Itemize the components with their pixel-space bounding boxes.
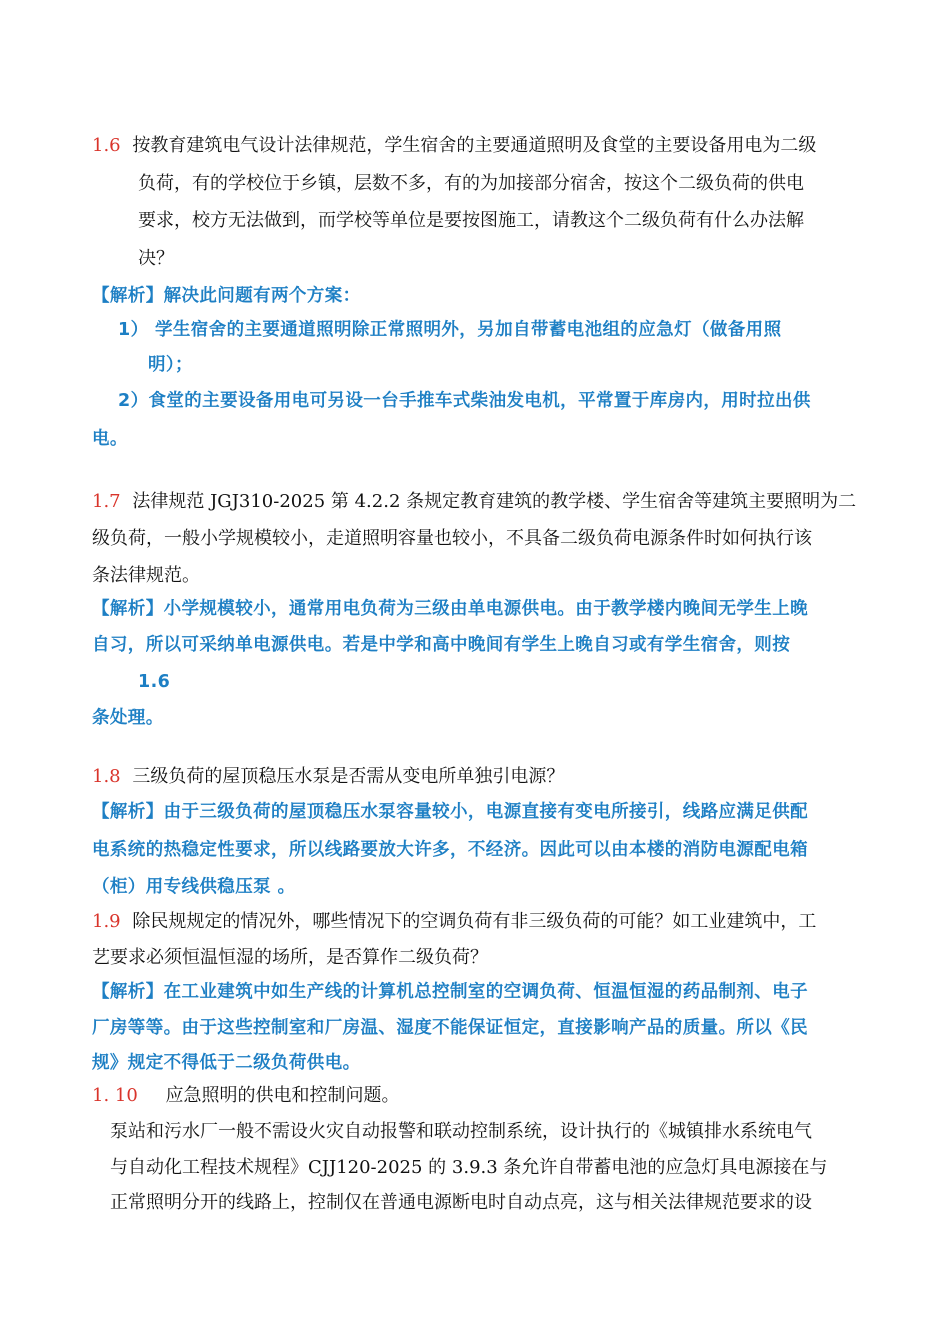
answer-label: 【解析】 [92,802,164,822]
answer-label: 【解析】 [92,599,164,619]
question-number: 1. 10 [92,1085,138,1106]
answer-label: 【解析】 [92,286,164,306]
question-1-10-line-3: 正常照明分开的线路上，控制仅在普通电源断电时自动点亮，这与相关法律规范要求的设 [110,1192,812,1213]
question-1-10-title [92,1084,400,1108]
question-text: 三级负荷的屋顶稳压水泵是否需从变电所单独引电源？ [132,766,565,787]
answer-1-9-line-1 [92,980,808,1004]
answer-1-7-line-1 [92,597,808,621]
question-number: 1.7 [92,491,121,512]
answer-text: 小学规模较小，通常用电负荷为三级由单电源供电。由于教学楼内晚间无学生上晚 [163,599,809,619]
answer-1-7-line-3: 1.6 [138,672,171,692]
question-number: 1.8 [92,766,121,787]
question-1-7-line-3: 条法律规范。 [92,565,200,586]
answer-1-7-line-2: 自习，所以可采纳单电源供电。若是中学和高中晚间有学生上晚自习或有学生宿舍，则按 [92,635,791,655]
answer-1-6-line-1 [92,284,361,308]
answer-1-6-line-2: 1） 学生宿舍的主要通道照明除正常照明外，另加自带蓄电池组的应急灯（做备用照 [118,320,782,340]
question-1-7-line-2: 级负荷，一般小学规模较小，走道照明容量也较小，不具备二级负荷电源条件时如何执行该 [92,528,812,549]
question-text: 法律规范 JGJ310-2025 第 4.2.2 条规定教育建筑的教学楼、学生宿舍等建筑主要照明为二 [132,491,857,512]
question-1-6-line-4: 决？ [138,248,174,269]
question-1-6-line-2: 负荷，有的学校位于乡镇，层数不多，有的为加接部分宿舍，按这个二级负荷的供电 [138,173,804,194]
answer-1-8-line-1 [92,800,808,824]
question-number: 1.6 [92,135,121,156]
answer-label: 【解析】 [92,982,164,1002]
answer-1-8-line-2: 电系统的热稳定性要求，所以线路要放大许多，不经济。因此可以由本楼的消防电源配电箱 [92,840,808,860]
answer-text: 由于三级负荷的屋顶稳压水泵容量较小，电源直接有变电所接引，线路应满足供配 [163,802,809,822]
answer-1-9-line-3: 规》规定不得低于二级负荷供电。 [92,1053,361,1073]
question-text: 除民规规定的情况外，哪些情况下的空调负荷有非三级负荷的可能？如工业建筑中，工 [132,911,817,932]
answer-text: 在工业建筑中如生产线的计算机总控制室的空调负荷、恒温恒湿的药品制剂、电子 [163,982,809,1002]
question-1-6-line-3: 要求，校方无法做到，而学校等单位是要按图施工，请教这个二级负荷有什么办法解 [138,210,804,231]
question-1-10-line-2: 与自动化工程技术规程》CJJ120-2025 的 3.9.3 条允许自带蓄电池的应急灯具电源接在与 [110,1157,828,1178]
question-1-9-line-2: 艺要求必须恒温恒湿的场所，是否算作二级负荷？ [92,947,488,968]
question-text: 按教育建筑电气设计法律规范，学生宿舍的主要通道照明及食堂的主要设备用电为二级 [132,135,817,156]
answer-1-8-line-3: （柜）用专线供稳压泵 。 [92,877,296,897]
answer-text: 解决此问题有两个方案： [163,286,361,306]
question-number: 1.9 [92,911,121,932]
answer-1-9-line-2: 厂房等等。由于这些控制室和厂房温、湿度不能保证恒定，直接影响产品的质量。所以《民 [92,1018,808,1038]
question-1-7-line-1 [92,490,856,514]
question-1-6-line-1 [92,134,816,158]
answer-1-7-line-4: 条处理。 [92,708,164,728]
answer-1-6-line-5: 电。 [92,429,128,449]
question-text: 应急照明的供电和控制问题。 [165,1085,400,1106]
question-1-8-line-1 [92,765,564,789]
question-1-10-line-1: 泵站和污水厂一般不需设火灾自动报警和联动控制系统，设计执行的《城镇排水系统电气 [110,1121,812,1142]
answer-1-6-line-3: 明）； [148,355,193,375]
answer-1-6-line-4: 2）食堂的主要设备用电可另设一台手推车式柴油发电机，平常置于库房内，用时拉出供 [118,391,811,411]
question-1-9-line-1 [92,910,816,934]
